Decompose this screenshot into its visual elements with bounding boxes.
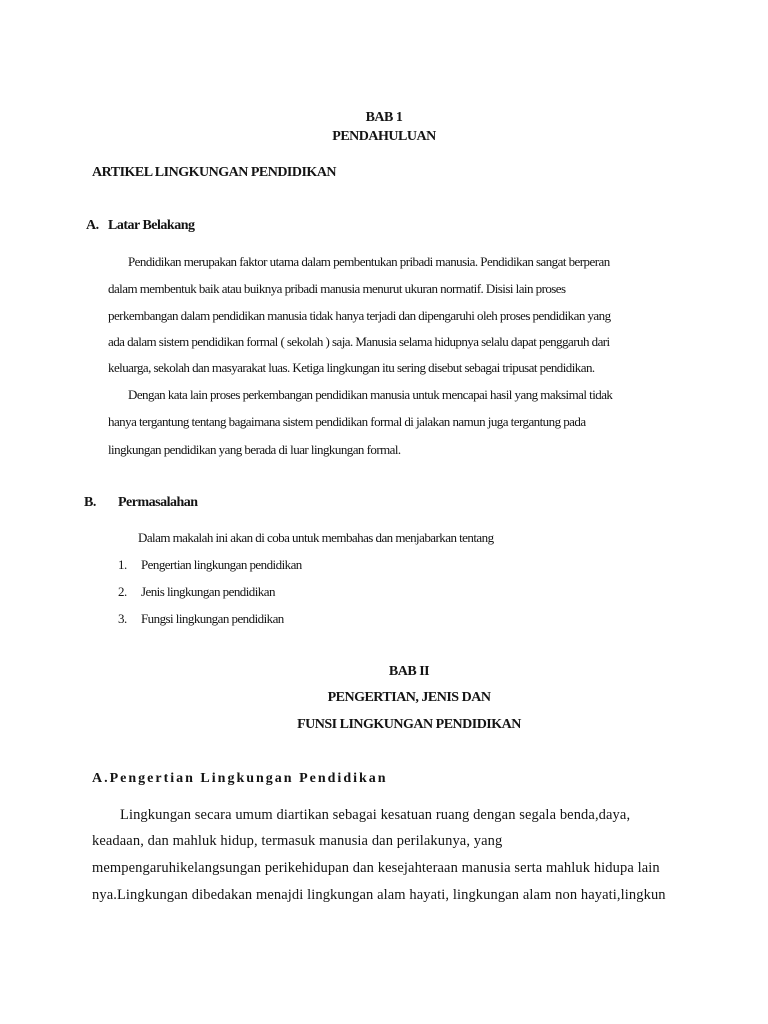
section-b-intro: Dalam makalah ini akan di coba untuk membahas dan menjabarkan tentang: [138, 530, 494, 545]
chapter-number: BAB 1: [365, 110, 403, 125]
list-item: Jenis lingkungan pendidikan: [141, 584, 275, 599]
paragraph-line: Dengan kata lain proses perkembangan pendidikan manusia untuk mencapai hasil yang maksimal tidak: [128, 387, 613, 402]
article-title: ARTIKEL LINGKUNGAN PENDIDIKAN: [92, 165, 337, 180]
paragraph-line: perkembangan dalam pendidikan manusia tidak hanya terjadi dan dipengaruhi oleh proses pendidikan yang: [108, 308, 611, 323]
chapter-2-number: BAB II: [388, 664, 430, 679]
list-item-number: 2.: [118, 584, 127, 599]
paragraph-line: Pendidikan merupakan faktor utama dalam pembentukan pribadi manusia. Pendidikan sangat berperan: [128, 254, 610, 269]
chapter-title: PENDAHULUAN: [332, 129, 436, 144]
paragraph-line: dalam membentuk baik atau buiknya pribadi manusia menurut ukuran normatif. Disisi lain proses: [108, 281, 566, 296]
section-a-heading: Latar Belakang: [108, 218, 195, 233]
paragraph-line: keluarga, sekolah dan masyarakat luas. Ketiga lingkungan itu sering disebut sebagai tripusat pendidikan.: [108, 360, 595, 375]
paragraph-line: ada dalam sistem pendidikan formal ( sekolah ) saja. Manusia selama hidupnya selalu dapat penggaruh dari: [108, 334, 610, 349]
list-item-number: 3.: [118, 611, 127, 626]
list-item-number: 1.: [118, 557, 127, 572]
list-item: Fungsi lingkungan pendidikan: [141, 611, 284, 626]
section-b-marker: B.: [84, 495, 96, 510]
section-a-marker: A.: [86, 218, 99, 233]
paragraph-line: keadaan, dan mahluk hidup, termasuk manusia dan perilakunya, yang: [92, 833, 503, 849]
paragraph-line: lingkungan pendidikan yang berada di luar lingkungan formal.: [108, 442, 401, 457]
list-item: Pengertian lingkungan pendidikan: [141, 557, 302, 572]
section-b-heading: Permasalahan: [118, 495, 198, 510]
paragraph-line: nya.Lingkungan dibedakan menajdi lingkungan alam hayati, lingkungan alam non hayati,lingkun: [92, 887, 666, 903]
chapter-2-title-line1: PENGERTIAN, JENIS DAN: [327, 690, 491, 705]
paragraph-line: hanya tergantung tentang bagaimana sistem pendidikan formal di jalakan namun juga tergantung pada: [108, 414, 586, 429]
paragraph-line: mempengaruhikelangsungan perikehidupan dan kesejahteraan manusia serta mahluk hidupa lain: [92, 860, 660, 876]
paragraph-line: Lingkungan secara umum diartikan sebagai kesatuan ruang dengan segala benda,daya,: [120, 807, 631, 823]
section-2a-heading: A.Pengertian Lingkungan Pendidikan: [92, 771, 388, 786]
chapter-2-title-line2: FUNSI LINGKUNGAN PENDIDIKAN: [297, 717, 521, 732]
